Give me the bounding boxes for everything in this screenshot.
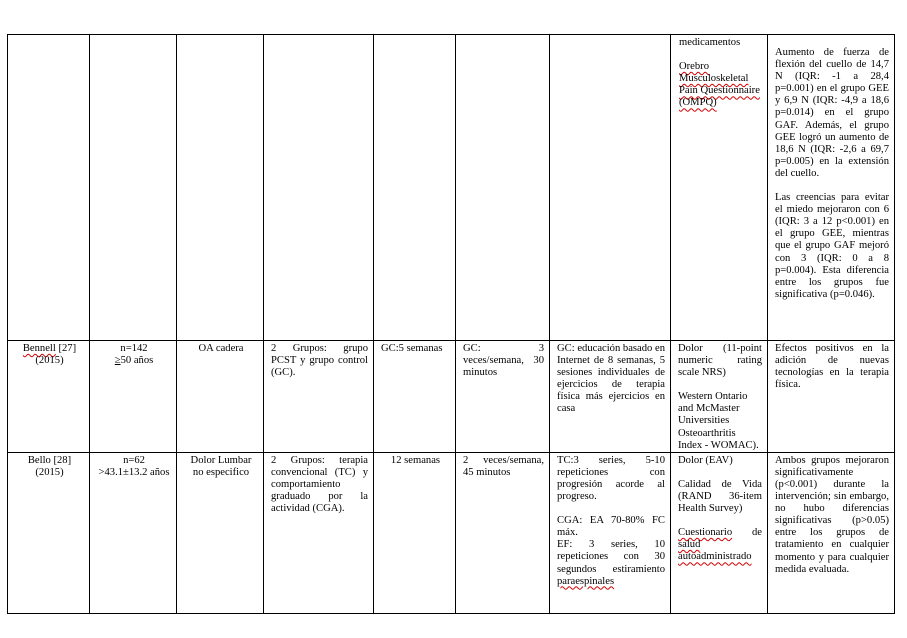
cell-duration: 12 semanas [374, 452, 456, 613]
author-ref: [28] [50, 454, 72, 466]
instrument-text: Western Ontario and McMaster Universities Osteoarthritis Index - WOMAC). [678, 391, 759, 451]
instrument-text: Dolor (11-point numeric rating scale NRS) [678, 343, 762, 379]
cell-results: Ambos grupos mejoraron significativamente (p<0.001) durante la intervención; sin embargo, no hubo diferencias significativas (p>0.05) entre los grupos de tratamiento en cualquier momento y para cualquier medida evaluada. [768, 452, 895, 613]
instrument-text: de [732, 527, 762, 539]
sample-n: n=62 [123, 454, 145, 466]
cell-results: Efectos positivos en la adición de nuevas tecnologías en la terapia física. [768, 341, 895, 453]
cell-condition: Dolor Lumbar no especifico [177, 452, 264, 613]
cell-groups: 2 Grupos: terapia convencional (TC) y comportamiento graduado por la actividad (CGA). [264, 452, 374, 613]
intervention-text: paraespinales [557, 575, 615, 587]
cell-duration: GC:5 semanas [374, 341, 456, 453]
cell-condition: OA cadera [177, 341, 264, 453]
cell-frequency: GC: 3 veces/semana, 30 minutos [456, 341, 550, 453]
author-name: Bello [27, 454, 51, 466]
author-ref: [27] [55, 343, 77, 354]
intervention-text: TC:3 series, 5-10 repeticiones con progresión acorde al progreso. [557, 454, 665, 503]
sample-n: n=142 [120, 343, 148, 354]
cell-sample [90, 35, 177, 341]
cell-intervention [550, 35, 671, 341]
cell-intervention: GC: educación basado en Internet de 8 semanas, 5 sesiones individuales de ejercicios de terapia física más ejercicios en casa [550, 341, 671, 453]
intervention-text: CGA: EA 70-80% FC máx. [557, 515, 665, 539]
results-text: Aumento de fuerza de flexión del cuello de 14,7 N (IQR: -1 a 28,4 p=0.001) en el grupo GEE y 6,9 N (IQR: -4,9 a 18,6 p=0.014) en el grupo GAF. Además, el grupo GEE logró un aumento de 18,6 N (IQR: -2,6 a 69,7 p=0.005) en la extensión del cuello. [775, 47, 889, 179]
cell-sample [90, 452, 177, 613]
cell-results [768, 35, 895, 341]
cell-instruments [671, 452, 768, 613]
cell-instruments [671, 341, 768, 453]
author-name: Bennell [22, 343, 56, 354]
cell-author [8, 35, 90, 341]
cell-duration [374, 35, 456, 341]
cell-groups: 2 Grupos: grupo PCST y grupo control (GC). [264, 341, 374, 453]
table-row [8, 341, 895, 453]
intervention-text: EF: 3 series, 10 repeticiones con 30 segundos estiramiento [557, 539, 665, 575]
cell-condition [177, 35, 264, 341]
author-year: (2015) [35, 355, 64, 367]
cell-sample [90, 341, 177, 453]
cell-intervention [550, 452, 671, 613]
author-year: (2015) [35, 466, 64, 478]
sample-age: >43.1±13.2 años [98, 466, 170, 478]
table-row-continuation [8, 35, 895, 341]
instrument-text: Orebro Musculoskeletal Pain Questionnaire (OMPQ) [679, 61, 760, 109]
sample-age: 50 años [120, 355, 154, 367]
instrument-text: salud autoadministrado [678, 539, 752, 563]
cell-frequency: 2 veces/semana, 45 minutos [456, 452, 550, 613]
instrument-text: Dolor (EAV) [678, 454, 733, 466]
studies-table [7, 34, 895, 614]
table-row [8, 452, 895, 613]
cell-author [8, 341, 90, 453]
cell-author [8, 452, 90, 613]
cell-groups [264, 35, 374, 341]
sample-age-symbol: ≥ [114, 355, 121, 367]
cell-instruments [671, 35, 768, 341]
instrument-text: Cuestionario [678, 527, 733, 539]
results-text: Las creencias para evitar el miedo mejoraron con 6 (IQR: 3 a 12 p<0.001) en el grupo GEE, mientras que el grupo GAF mejoró con 3 (IQR: 0 a 8 p=0.004). Esta diferencia entre los grupos fue significativa (p=0.046). [775, 192, 889, 300]
instrument-text: Calidad de Vida (RAND 36-item Health Survey) [678, 478, 762, 515]
instrument-text: medicamentos [679, 37, 741, 48]
cell-frequency [456, 35, 550, 341]
